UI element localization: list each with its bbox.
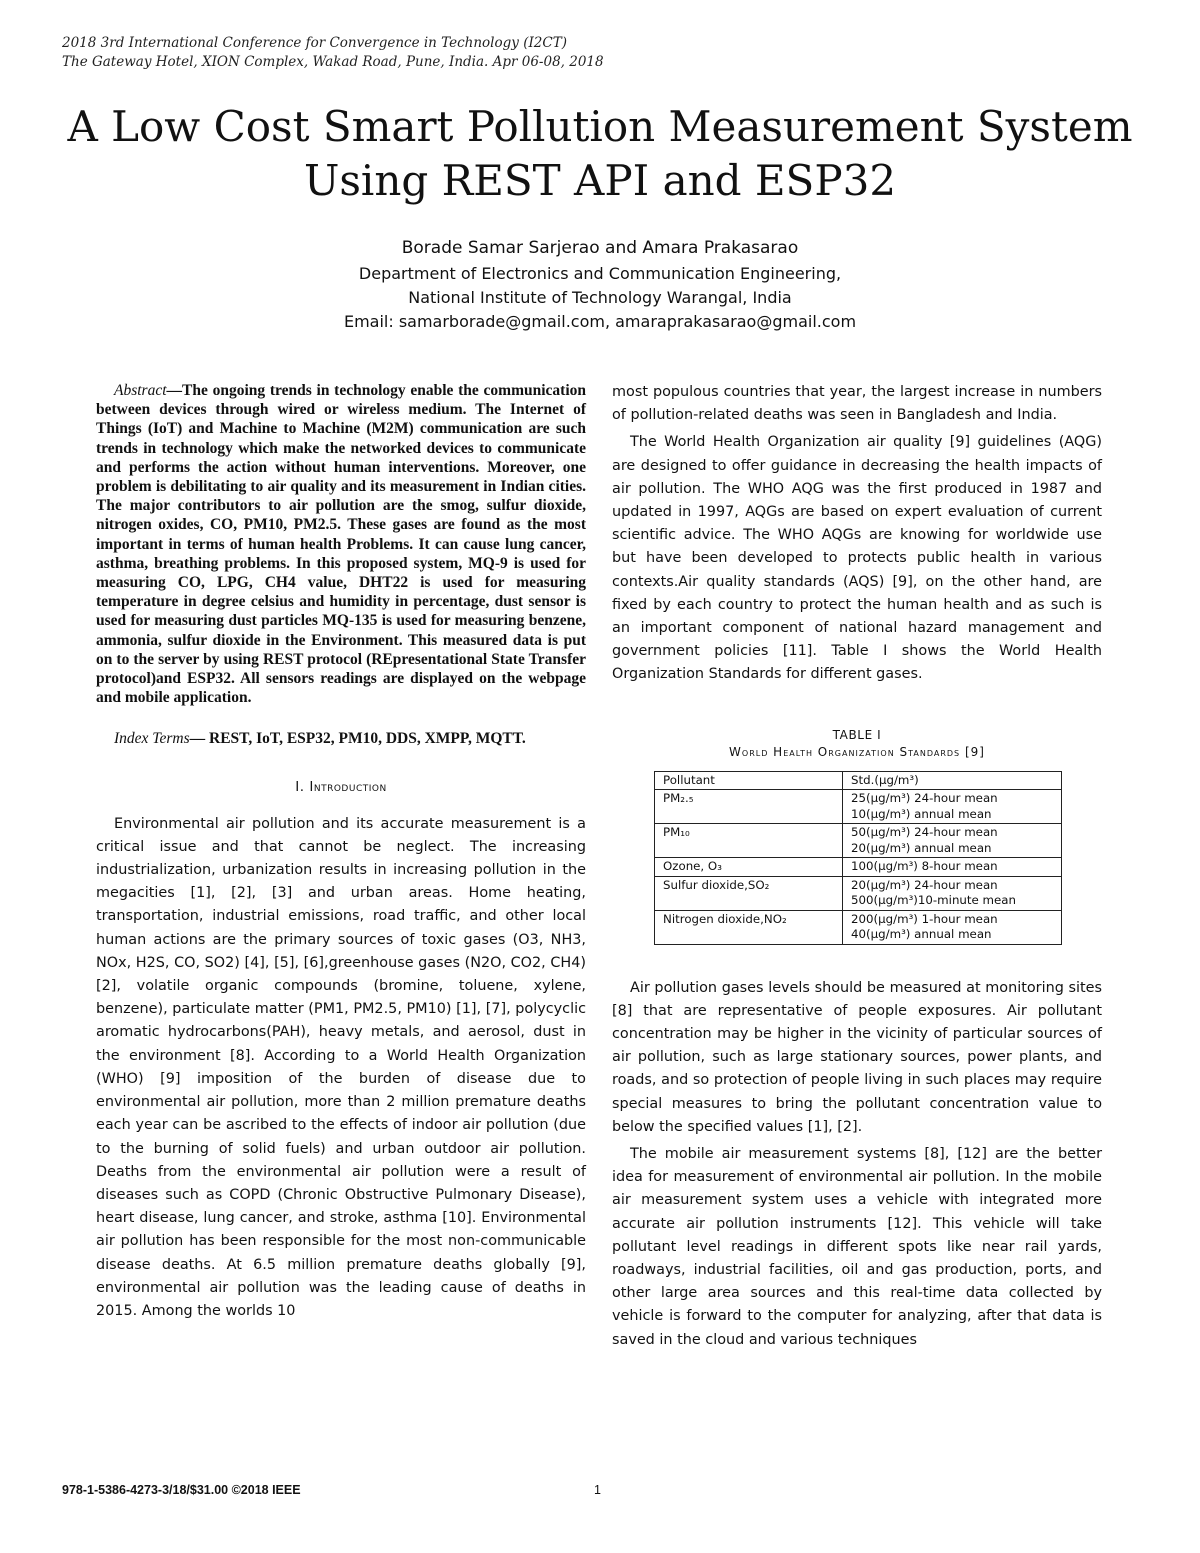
- table-label: TABLE I: [832, 727, 882, 742]
- paragraph-monitoring-sites: Air pollution gases levels should be measured at monitoring sites [8] that are representative of people exposures. Air pollutant concentration may be higher in the vicinity of particular sources of air pollution, such as large stationary sources, power plants, and roads, and so protection of people living in such places may require special measures to bring the pollutant concentration value to below the specified values [1], [2].: [612, 979, 1102, 1135]
- standard-line: 200(μg/m³) 1-hour mean: [851, 911, 998, 926]
- left-column: [96, 381, 586, 1323]
- author-names: Borade Samar Sarjerao and Amara Prakasarao: [401, 238, 799, 258]
- table-cell-pollutant: PM₂.₅: [655, 790, 843, 824]
- table-cell-standard: [843, 790, 1062, 824]
- conference-line-1: 2018 3rd International Conference for Convergence in Technology (I2CT): [62, 35, 567, 51]
- table-row: [655, 876, 1062, 910]
- table-row: [655, 858, 1062, 877]
- abstract-text: —The ongoing trends in technology enable the communication between devices through wired or wireless medium. The Internet of Things (IoT) and Machine to Machine (M2M) communication are such trends in technology which make the networked devices to communicate and performs the action without human interventions. Moreover, one problem is debilitating to air quality and its measurement in Indian cities. The major contributors to air pollution are the smog, sulfur dioxide, nitrogen oxides, CO, PM10, PM2.5. These gases are found as the most important in terms of human health Problems. It can cause lung cancer, asthma, breathing problems. In this proposed system, MQ-9 is used for measuring CO, LPG, CH4 value, DHT22 is used for measuring temperature in degree celsius and humidity in percentage, dust sensor is used for measuring dust particles MQ-135 is used for measuring benzene, ammonia, sulfur dioxide in the Environment. This measured data is put on to the server by using REST protocol (REpresentational State Transfer protocol)and ESP32. All sensors readings are displayed on the webpage and mobile application.: [96, 382, 586, 707]
- index-terms: [96, 729, 586, 748]
- paragraph-who-aqg: The World Health Organization air quality [9] guidelines (AQG) are designed to offer guidance in decreasing the health impacts of air pollution. The WHO AQG was the first produced in 1987 and updated in 1997, AQGs are based on expert evaluation of current scientific advice. The WHO AQGs are knowing for worldwide use but have been developed to protects public health in various contexts.Air quality standards (AQS) [9], on the other hand, are fixed by each country to protect the human health and as such is an important component of national hazard management and government policies [11]. Table I shows the World Health Organization Standards for different gases.: [612, 434, 1102, 683]
- standard-line: 100(μg/m³) 8-hour mean: [851, 859, 998, 874]
- table-cell-standard: [843, 824, 1062, 858]
- section-title: Introduction: [309, 778, 387, 795]
- table-cell-pollutant: Sulfur dioxide,SO₂: [655, 876, 843, 910]
- index-terms-label: Index Terms: [114, 730, 190, 748]
- conference-line-2: The Gateway Hotel, XION Complex, Wakad Road, Pune, India. Apr 06-08, 2018: [62, 54, 604, 70]
- standard-line: 20(μg/m³) 24-hour mean: [851, 877, 998, 892]
- standard-line: 50(μg/m³) 24-hour mean: [851, 825, 998, 840]
- standard-line: 10(μg/m³) annual mean: [851, 806, 992, 821]
- title-line-2: Using REST API and ESP32: [303, 156, 897, 205]
- abstract: [96, 381, 586, 707]
- intro-paragraph: Environmental air pollution and its accurate measurement is a critical issue and that cannot be neglect. The increasing industrialization, urbanization results in increasing pollution in the megacities [1], [2], [3] and urban areas. Home heating, transportation, industrial emissions, road traffic, and other local human actions are the primary sources of toxic gases (O3, NH3, NOx, H2S, CO, SO2) [4], [5], [6],greenhouse gases (N2O, CO2, CH4) [2], volatile organic compounds (bromine, toluene, xylene, benzene), particulate matter (PM1, PM2.5, PM10) [1], [7], polycyclic aromatic hydrocarbons(PAH), heavy metals, and aerosol, dust in the environment [8]. According to a World Health Organization (WHO) [9] imposition of the burden of disease due to environmental air pollution, more than 2 million premature deaths each year can be ascribed to the effects of indoor air pollution (due to the burning of solid fuels) and urban outdoor air pollution. Deaths from the environmental air pollution were a result of diseases such as COPD (Chronic Obstructive Pulmonary Disease), heart disease, lung cancer, and stroke, asthma [10]. Environmental air pollution has been responsible for the most non-communicable disease deaths. At 6.5 million premature deaths globally [9], environmental air pollution was the leading cause of deaths in 2015. Among the worlds 10: [96, 815, 586, 1319]
- table-cell-pollutant: PM₁₀: [655, 824, 843, 858]
- table-cell-standard: [843, 910, 1062, 944]
- standard-line: 40(μg/m³) annual mean: [851, 927, 992, 942]
- paragraph-continuation: most populous countries that year, the largest increase in numbers of pollution-related deaths was seen in Bangladesh and India.: [612, 384, 1102, 424]
- footer-copyright: 978-1-5386-4273-3/18/$31.00 ©2018 IEEE: [62, 1483, 301, 1497]
- table-caption: [612, 727, 1102, 761]
- abstract-label: Abstract: [114, 382, 167, 399]
- table-header-row: [655, 771, 1062, 790]
- section-heading-introduction: [96, 779, 586, 795]
- paragraph-mobile-measurement: The mobile air measurement systems [8], [12] are the better idea for measurement of environmental air pollution. In the mobile air measurement system uses a vehicle with integrated more accurate air pollution instruments [12]. This vehicle will take pollutant level readings in different spots like near rail yards, roadways, industrial facilities, oil and gas production, ports, and other large area sources and this real-time data collected by vehicle is forward to the computer for analyzing, after that data is saved in the cloud and various techniques: [612, 1146, 1102, 1348]
- author-institute: National Institute of Technology Warangal, India: [408, 288, 792, 307]
- right-column: [612, 381, 1102, 1352]
- author-department: Department of Electronics and Communication Engineering,: [358, 264, 842, 283]
- author-email: Email: samarborade@gmail.com, amaraprakasarao@gmail.com: [343, 312, 857, 331]
- conference-header: [62, 34, 604, 72]
- table-title: World Health Organization Standards [9]: [729, 744, 985, 759]
- table-row: [655, 910, 1062, 944]
- table-row: [655, 790, 1062, 824]
- section-number: I.: [295, 778, 305, 795]
- author-block: [0, 236, 1200, 334]
- standard-line: 20(μg/m³) annual mean: [851, 840, 992, 855]
- title-line-1: A Low Cost Smart Pollution Measurement System: [67, 102, 1133, 151]
- standard-line: 25(μg/m³) 24-hour mean: [851, 791, 998, 806]
- table-cell-standard: [843, 858, 1062, 877]
- table-header-cell: Std.(μg/m³): [843, 771, 1062, 790]
- table-cell-standard: [843, 876, 1062, 910]
- who-standards-table: [654, 771, 1062, 945]
- paper-title: [0, 100, 1200, 208]
- table-row: [655, 824, 1062, 858]
- index-terms-text: — REST, IoT, ESP32, PM10, DDS, XMPP, MQTT.: [189, 730, 526, 748]
- table-cell-pollutant: Nitrogen dioxide,NO₂: [655, 910, 843, 944]
- standard-line: 500(μg/m³)10-minute mean: [851, 893, 1016, 908]
- table-cell-pollutant: Ozone, O₃: [655, 858, 843, 877]
- page-number: 1: [594, 1483, 601, 1497]
- table-header-cell: Pollutant: [655, 771, 843, 790]
